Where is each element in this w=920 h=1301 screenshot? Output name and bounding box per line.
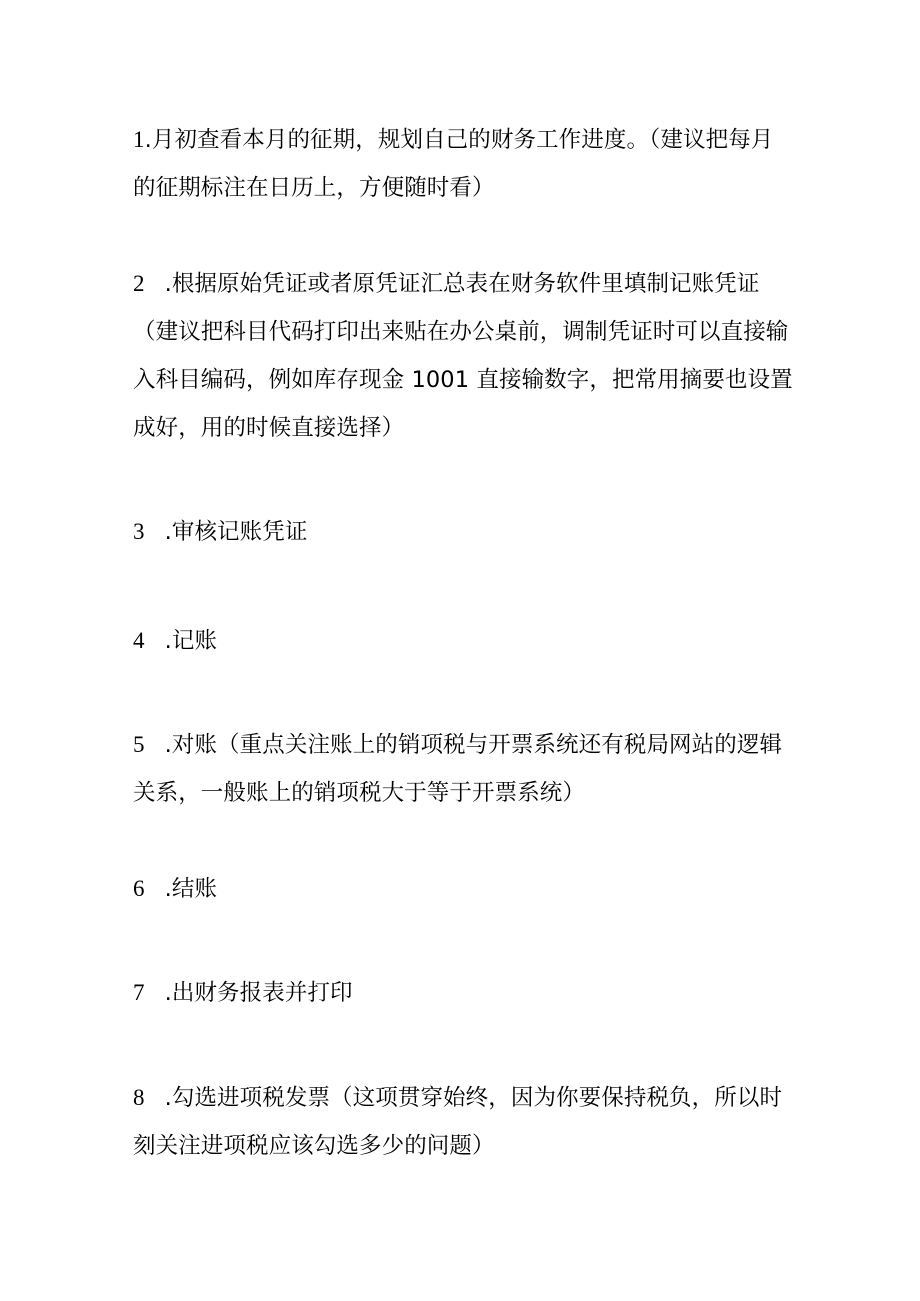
list-item-1 [133,116,793,212]
item-text: .结账 [164,876,218,902]
item-number: 4 [133,628,145,653]
item-number: 8 [133,1085,145,1110]
item-number: 1 [133,127,145,152]
item-number: 2 [133,271,145,296]
item-text: .出财务报表并打印 [164,980,353,1006]
item-text: .勾选进项税发票（这项贯穿始终，因为你要保持税负，所以时刻关注进项税应该勾选多少的问题） [133,1085,783,1159]
list-item-8 [133,1074,793,1170]
list-item-2 [133,260,793,452]
item-number: 3 [133,519,145,544]
item-text: .月初查看本月的征期，规划自己的财务工作进度。（建议把每月的征期标注在日历上，方便随时看） [133,127,774,201]
item-number: 6 [133,876,145,901]
item-text: .对账（重点关注账上的销项税与开票系统还有税局网站的逻辑关系，一般账上的销项税大于等于开票系统） [133,732,783,806]
item-number: 7 [133,980,145,1005]
item-text: .根据原始凭证或者原凭证汇总表在财务软件里填制记账凭证（建议把科目代码打印出来贴在办公桌前，调制凭证时可以直接输入科目编码，例如库存现金 1001 直接输数字，把常用摘要也设置成好，用的时候直接选择） [133,271,793,441]
list-item-3 [133,508,793,556]
list-item-6 [133,865,793,913]
list-item-5 [133,721,793,817]
list-item-7 [133,969,793,1017]
item-number: 5 [133,732,145,757]
item-text: .审核记账凭证 [164,519,308,545]
list-item-4 [133,617,793,665]
item-text: .记账 [164,628,218,654]
